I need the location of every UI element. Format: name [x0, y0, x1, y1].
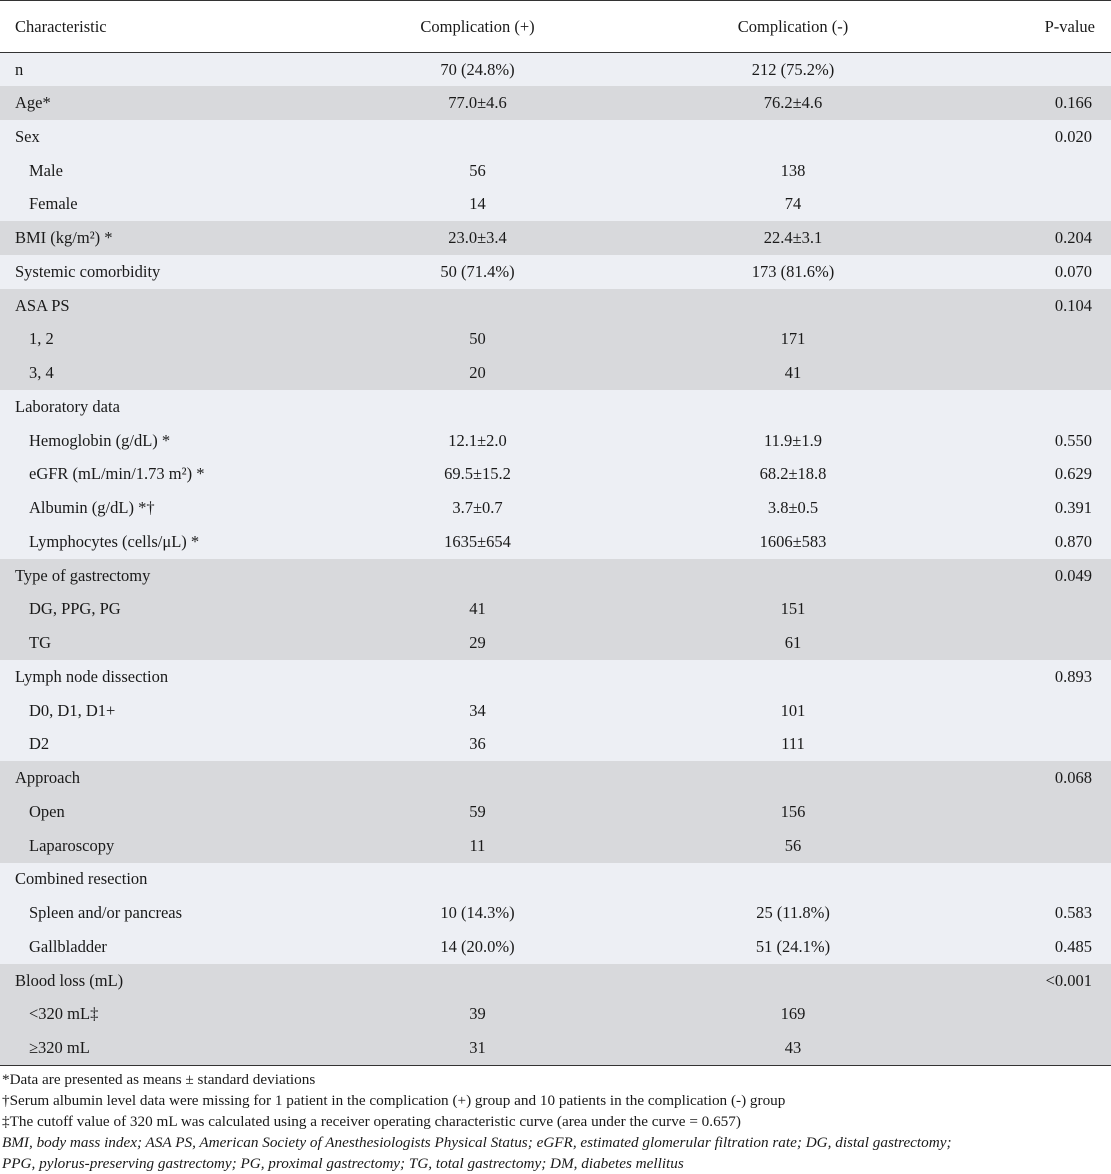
cell-complication-positive: 70 (24.8%): [320, 53, 635, 87]
table-header: [0, 1, 1111, 53]
header-row: [0, 1, 1111, 53]
cell-p-value: 0.104: [951, 289, 1111, 323]
table-row: [0, 660, 1111, 694]
row-label: ≥320 mL: [0, 1031, 320, 1065]
cell-p-value: 0.070: [951, 255, 1111, 289]
cell-complication-negative: 74: [635, 188, 951, 222]
cell-complication-positive: 10 (14.3%): [320, 896, 635, 930]
row-label: D0, D1, D1+: [0, 694, 320, 728]
cell-p-value: [951, 1031, 1111, 1065]
cell-p-value: [951, 829, 1111, 863]
footnote-albumin: †Serum albumin level data were missing for 1 patient in the complication (+) group and 10 patients in the complication (-) group: [2, 1091, 786, 1109]
cell-complication-negative: [635, 863, 951, 897]
cell-p-value: 0.870: [951, 525, 1111, 559]
row-label: Approach: [0, 761, 320, 795]
table-row: [0, 728, 1111, 762]
row-label: DG, PPG, PG: [0, 593, 320, 627]
row-label: Laparoscopy: [0, 829, 320, 863]
cell-complication-negative: 11.9±1.9: [635, 424, 951, 458]
table-row: [0, 525, 1111, 559]
cell-complication-negative: 169: [635, 998, 951, 1032]
cell-complication-negative: 51 (24.1%): [635, 930, 951, 964]
header-complication-negative: Complication (-): [635, 1, 951, 53]
cell-complication-positive: 29: [320, 626, 635, 660]
cell-p-value: 0.893: [951, 660, 1111, 694]
table-row: [0, 761, 1111, 795]
cell-p-value: 0.583: [951, 896, 1111, 930]
row-label: ASA PS: [0, 289, 320, 323]
cell-complication-positive: 3.7±0.7: [320, 491, 635, 525]
row-label: TG: [0, 626, 320, 660]
footnote-cutoff: ‡The cutoff value of 320 mL was calculated using a receiver operating characteristic curve (area under the curve = 0.657): [2, 1112, 741, 1130]
cell-p-value: [951, 188, 1111, 222]
cell-complication-negative: 43: [635, 1031, 951, 1065]
cell-complication-negative: 61: [635, 626, 951, 660]
cell-p-value: 0.020: [951, 120, 1111, 154]
row-label: Open: [0, 795, 320, 829]
cell-p-value: 0.629: [951, 458, 1111, 492]
cell-complication-negative: 76.2±4.6: [635, 86, 951, 120]
cell-complication-positive: 41: [320, 593, 635, 627]
cell-complication-negative: [635, 289, 951, 323]
table-row: [0, 795, 1111, 829]
cell-p-value: [951, 593, 1111, 627]
row-label: Age*: [0, 86, 320, 120]
cell-complication-positive: 50: [320, 323, 635, 357]
cell-complication-positive: 39: [320, 998, 635, 1032]
row-label: Blood loss (mL): [0, 964, 320, 998]
cell-complication-positive: [320, 660, 635, 694]
cell-complication-negative: 111: [635, 728, 951, 762]
cell-p-value: [951, 863, 1111, 897]
cell-p-value: 0.204: [951, 221, 1111, 255]
cell-complication-positive: 23.0±3.4: [320, 221, 635, 255]
cell-complication-positive: [320, 863, 635, 897]
cell-complication-negative: 56: [635, 829, 951, 863]
table-row: [0, 356, 1111, 390]
row-label: Combined resection: [0, 863, 320, 897]
cell-complication-negative: 1606±583: [635, 525, 951, 559]
table-row: [0, 86, 1111, 120]
table-row: [0, 53, 1111, 87]
cell-complication-positive: 36: [320, 728, 635, 762]
footnote-sd: *Data are presented as means ± standard deviations: [2, 1070, 316, 1088]
row-label: eGFR (mL/min/1.73 m²) *: [0, 458, 320, 492]
header-p-value: P-value: [951, 1, 1111, 53]
row-label: D2: [0, 728, 320, 762]
cell-complication-positive: 11: [320, 829, 635, 863]
cell-p-value: [951, 323, 1111, 357]
cell-p-value: [951, 795, 1111, 829]
cell-complication-positive: 12.1±2.0: [320, 424, 635, 458]
cell-p-value: 0.391: [951, 491, 1111, 525]
header-characteristic: Characteristic: [0, 1, 320, 53]
cell-p-value: [951, 998, 1111, 1032]
cell-complication-negative: 151: [635, 593, 951, 627]
cell-complication-negative: 41: [635, 356, 951, 390]
table-row: [0, 491, 1111, 525]
footnote-abbreviations-2: PPG, pylorus-preserving gastrectomy; PG, proximal gastrectomy; TG, total gastrectomy; DM, diabetes mellitus: [2, 1154, 684, 1172]
table-row: [0, 964, 1111, 998]
table-row: [0, 458, 1111, 492]
cell-p-value: 0.166: [951, 86, 1111, 120]
table-row: [0, 289, 1111, 323]
cell-p-value: <0.001: [951, 964, 1111, 998]
row-label: <320 mL‡: [0, 998, 320, 1032]
cell-p-value: 0.485: [951, 930, 1111, 964]
table-row: [0, 188, 1111, 222]
table-row: [0, 559, 1111, 593]
cell-complication-positive: 14: [320, 188, 635, 222]
row-label: Sex: [0, 120, 320, 154]
cell-complication-negative: [635, 120, 951, 154]
table-row: [0, 221, 1111, 255]
cell-complication-positive: 56: [320, 154, 635, 188]
row-label: BMI (kg/m²) *: [0, 221, 320, 255]
cell-complication-negative: 156: [635, 795, 951, 829]
row-label: Systemic comorbidity: [0, 255, 320, 289]
row-label: Albumin (g/dL) *†: [0, 491, 320, 525]
table-row: [0, 896, 1111, 930]
cell-complication-negative: 68.2±18.8: [635, 458, 951, 492]
table-row: [0, 593, 1111, 627]
cell-complication-negative: 3.8±0.5: [635, 491, 951, 525]
cell-complication-positive: [320, 289, 635, 323]
cell-complication-negative: 138: [635, 154, 951, 188]
table-row: [0, 626, 1111, 660]
row-label: Female: [0, 188, 320, 222]
table-row: [0, 829, 1111, 863]
cell-complication-negative: 22.4±3.1: [635, 221, 951, 255]
table-row: [0, 154, 1111, 188]
cell-complication-positive: [320, 120, 635, 154]
cell-complication-negative: [635, 390, 951, 424]
cell-complication-positive: 34: [320, 694, 635, 728]
cell-complication-negative: [635, 761, 951, 795]
cell-p-value: [951, 154, 1111, 188]
row-label: Hemoglobin (g/dL) *: [0, 424, 320, 458]
row-label: Lymph node dissection: [0, 660, 320, 694]
cell-complication-positive: 20: [320, 356, 635, 390]
row-label: 3, 4: [0, 356, 320, 390]
cell-complication-positive: 59: [320, 795, 635, 829]
table-row: [0, 255, 1111, 289]
row-label: n: [0, 53, 320, 87]
cell-p-value: [951, 53, 1111, 87]
table-row: [0, 694, 1111, 728]
cell-complication-negative: 25 (11.8%): [635, 896, 951, 930]
cell-complication-positive: 31: [320, 1031, 635, 1065]
row-label: Spleen and/or pancreas: [0, 896, 320, 930]
table-row: [0, 323, 1111, 357]
cell-complication-positive: 1635±654: [320, 525, 635, 559]
row-label: Type of gastrectomy: [0, 559, 320, 593]
row-label: Laboratory data: [0, 390, 320, 424]
footnotes: [0, 1066, 1111, 1174]
cell-p-value: [951, 626, 1111, 660]
cell-complication-positive: [320, 390, 635, 424]
cell-complication-negative: 173 (81.6%): [635, 255, 951, 289]
table-row: [0, 998, 1111, 1032]
cell-p-value: 0.550: [951, 424, 1111, 458]
cell-complication-positive: [320, 964, 635, 998]
cell-complication-negative: [635, 660, 951, 694]
cell-complication-negative: [635, 964, 951, 998]
row-label: Gallbladder: [0, 930, 320, 964]
table-row: [0, 930, 1111, 964]
cell-complication-positive: 14 (20.0%): [320, 930, 635, 964]
row-label: Male: [0, 154, 320, 188]
cell-complication-negative: 171: [635, 323, 951, 357]
cell-complication-positive: 77.0±4.6: [320, 86, 635, 120]
cell-complication-negative: [635, 559, 951, 593]
cell-complication-positive: [320, 761, 635, 795]
table-row: [0, 390, 1111, 424]
table-body: [0, 53, 1111, 1066]
table-row: [0, 424, 1111, 458]
cell-complication-negative: 101: [635, 694, 951, 728]
table-row: [0, 120, 1111, 154]
cell-p-value: [951, 356, 1111, 390]
row-label: 1, 2: [0, 323, 320, 357]
table-row: [0, 1031, 1111, 1065]
cell-complication-negative: 212 (75.2%): [635, 53, 951, 87]
cell-p-value: [951, 694, 1111, 728]
cell-p-value: [951, 728, 1111, 762]
cell-p-value: [951, 390, 1111, 424]
table-row: [0, 863, 1111, 897]
row-label: Lymphocytes (cells/μL) *: [0, 525, 320, 559]
footnote-abbreviations-1: BMI, body mass index; ASA PS, American Society of Anesthesiologists Physical Status; eGFR, estimated glomerular filtration rate; DG, distal gastrectomy;: [2, 1133, 952, 1151]
cell-p-value: 0.049: [951, 559, 1111, 593]
header-complication-positive: Complication (+): [320, 1, 635, 53]
cell-p-value: 0.068: [951, 761, 1111, 795]
cell-complication-positive: 50 (71.4%): [320, 255, 635, 289]
cell-complication-positive: 69.5±15.2: [320, 458, 635, 492]
cell-complication-positive: [320, 559, 635, 593]
